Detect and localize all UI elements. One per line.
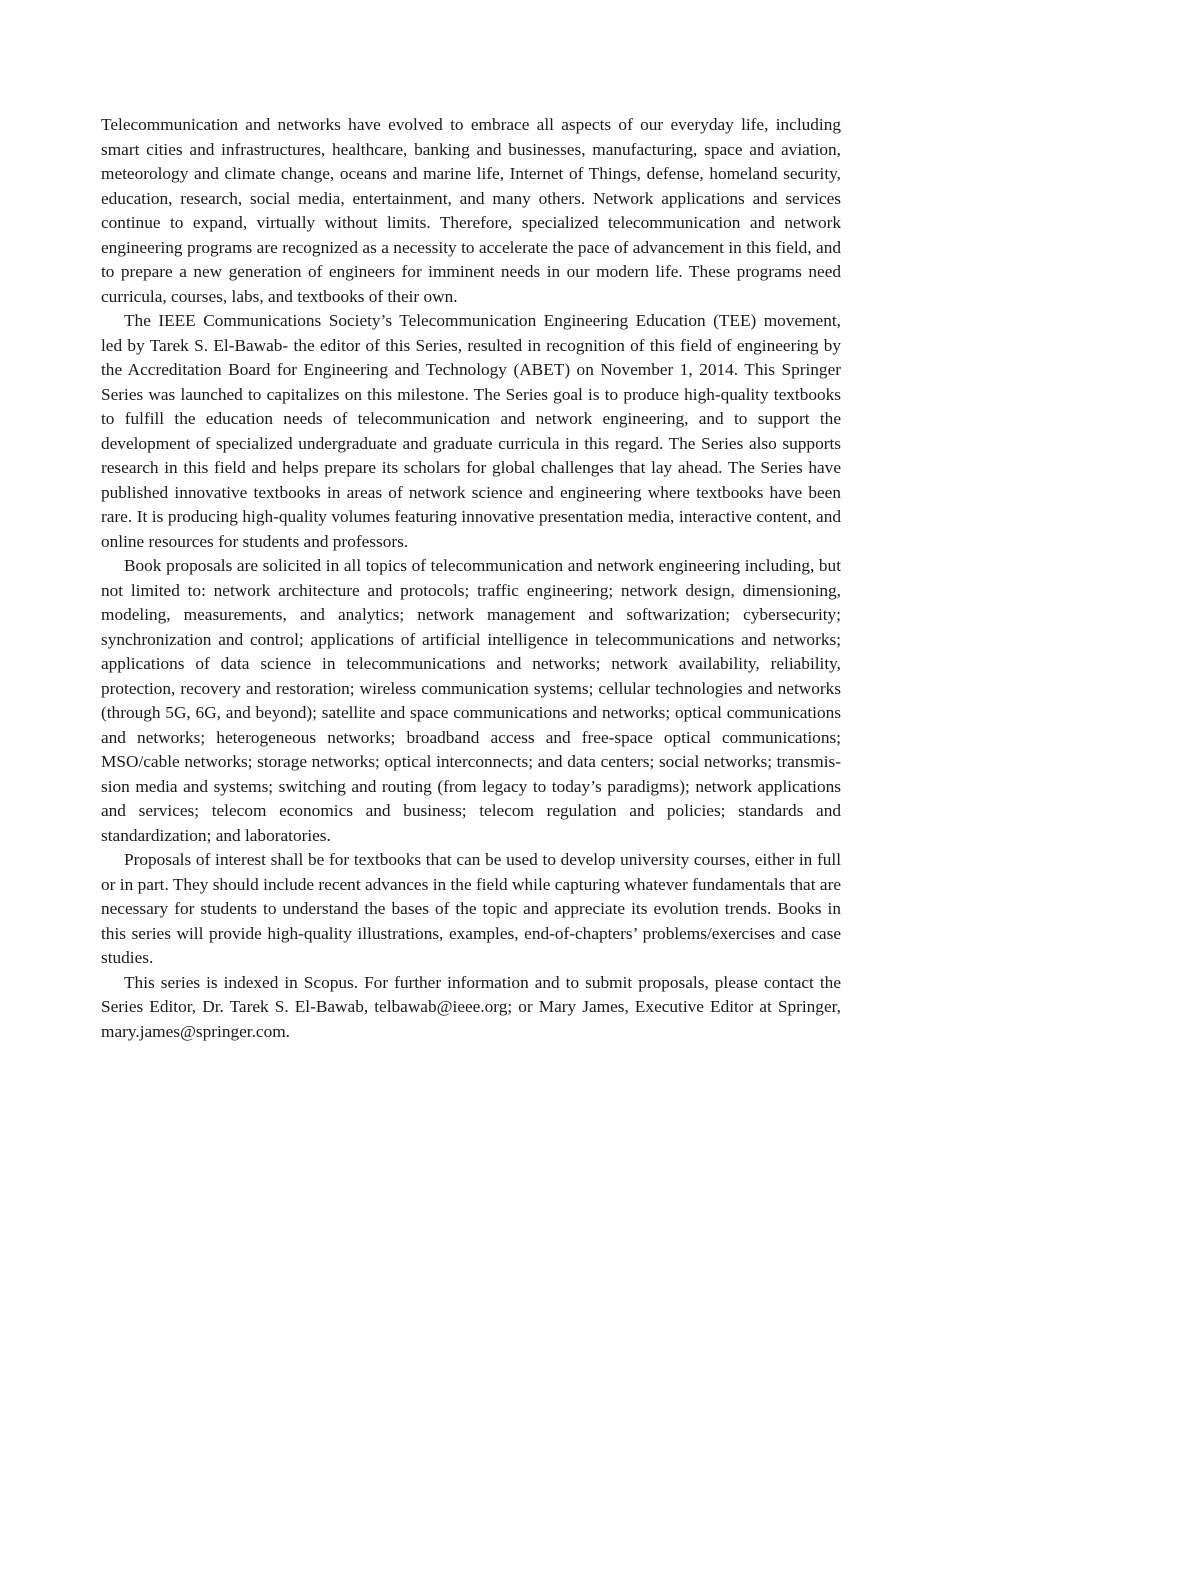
- paragraph-proposal-criteria: Proposals of interest shall be for textbooks that can be used to develop university courses, either in full or in part. They should include recent advances in the field while capturing whatever fundamentals that are necessary for students to understand the bases of the topic and appreciate its evolution trends. Books in this series will provide high-quality illustrations, examples, end-of-chapters’ problems/exercises and case studies.: [101, 850, 841, 967]
- paragraph-intro: Telecommunication and networks have evolved to embrace all aspects of our everyday life, including smart cities and infrastructures, healthcare, banking and businesses, manufacturing, space and aviation, meteorology and climate change, oceans and marine life, Internet of Things, defense, homeland security, education, research, social media, entertainment, and many others. Network applications and services continue to expand, virtually without limits. Therefore, specialized telecommunication and network engineering programs are recognized as a necessity to accelerate the pace of advancement in this field, and to prepare a new generation of engineers for imminent needs in our modern life. These programs need curricula, courses, labs, and textbooks of their own.: [101, 115, 841, 306]
- paragraph-proposal-topics: Book proposals are solicited in all topics of telecommunication and network engineering including, but not limited to: network architecture and protocols; traffic engineering; network design, dimensioning, modeling, measurements, and analytics; network management and softwarization; cybersecurity; synchronization and control; applications of artificial intelligence in telecommunications and networks; applications of data science in telecommunications and networks; network availability, reliability, protection, recovery and restoration; wireless communication systems; cellular technologies and networks (through 5G, 6G, and beyond); satellite and space communications and networks; optical communications and networks; heterogeneous networks; broadband access and free-space optical communications; MSO/cable networks; storage networks; optical interconnects; and data centers; social networks; transmission media and systems; switching and routing (from legacy to today’s paradigms); network applications and services; telecom economics and business; telecom regulation and policies; standards and standardization; and laboratories.: [101, 556, 841, 845]
- paragraph-tee-movement: The IEEE Communications Society’s Telecommunication Engineering Education (TEE) movement, led by Tarek S. El-Bawab- the editor of this Series, resulted in recognition of this field of engineering by the Accreditation Board for Engineering and Technology (ABET) on November 1, 2014. This Springer Series was launched to capitalizes on this milestone. The Series goal is to produce high-quality textbooks to fulfill the education needs of telecommunication and network engineering, and to support the development of specialized undergraduate and graduate curricula in this regard. The Series also supports research in this field and helps prepare its scholars for global challenges that lay ahead. The Series have published innovative textbooks in areas of network science and engineering where textbooks have been rare. It is producing high-quality volumes featuring innovative presentation media, interactive content, and online resources for students and professors.: [101, 311, 841, 551]
- body-text: [101, 113, 841, 1044]
- paragraph-contact: This series is indexed in Scopus. For further information and to submit proposals, please contact the Series Editor, Dr. Tarek S. El-Bawab, telbawab@ieee.org; or Mary James, Executive Editor at Springer, mary.james@springer.com.: [101, 972, 841, 1041]
